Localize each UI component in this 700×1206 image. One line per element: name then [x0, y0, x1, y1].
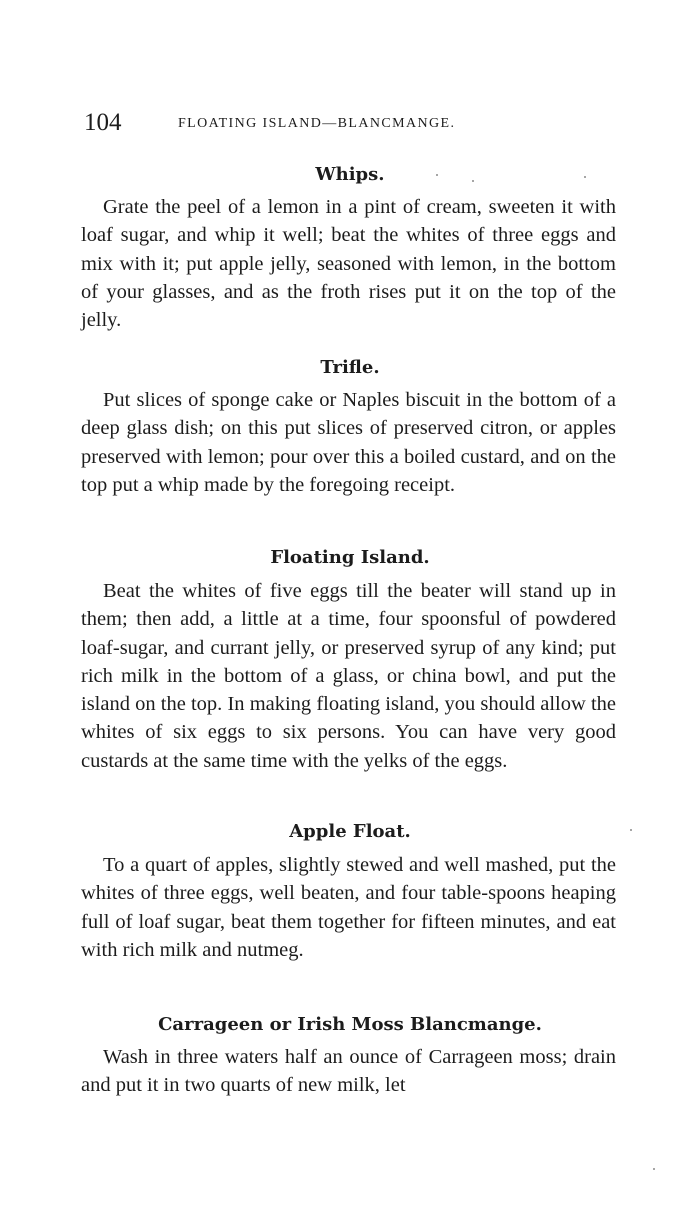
recipe-text-trifle: [81, 386, 616, 499]
print-speck: [584, 176, 586, 178]
recipe-text-carrageen-blancmange: [81, 1043, 616, 1100]
recipe-text-whips: [81, 193, 616, 334]
running-title: FLOATING ISLAND—BLANCMANGE.: [178, 116, 456, 131]
page-number: 104: [84, 109, 122, 136]
recipe-heading-carrageen-blancmange: Carrageen or Irish Moss Blancmange.: [158, 1014, 542, 1035]
print-speck: [630, 829, 632, 831]
recipe-heading-trifle: Trifle.: [320, 357, 380, 378]
running-head: [84, 108, 616, 138]
recipe-body: Put slices of sponge cake or Naples biscuit in the bottom of a deep glass dish; on this put slices of preserved citron, or apples preserved with lemon; pour over this a boiled custard, and on the top put a whip made by the foregoing receipt.: [81, 389, 616, 496]
recipe-body: Beat the whites of five eggs till the beater will stand up in them; then add, a little at a time, four spoonsful of powdered loaf-sugar, and currant jelly, or preserved syrup of any kind; put rich milk in the bottom of a glass, or china bowl, and put the island on the top. In making floating island, you should allow the whites of six eggs to six persons. You can have very good custards at the same time with the yelks of the eggs.: [81, 580, 616, 772]
recipe-heading-whips: Whips.: [315, 164, 385, 185]
recipe-text-apple-float: [81, 851, 616, 964]
print-speck: [653, 1168, 655, 1170]
recipe-body: To a quart of apples, slightly stewed and well mashed, put the whites of three eggs, well beaten, and four table-spoons heaping full of loaf sugar, beat them together for fifteen minutes, and eat with rich milk and nutmeg.: [81, 854, 616, 961]
recipe-text-floating-island: [81, 577, 616, 775]
recipe-heading-floating-island: Floating Island.: [270, 547, 430, 568]
print-speck: [436, 174, 438, 176]
recipe-body: Wash in three waters half an ounce of Carrageen moss; drain and put it in two quarts of new milk, let: [81, 1046, 616, 1097]
recipe-heading-apple-float: Apple Float.: [289, 821, 411, 842]
recipe-body: Grate the peel of a lemon in a pint of cream, sweeten it with loaf sugar, and whip it well; beat the whites of three eggs and mix with it; put apple jelly, seasoned with lemon, in the bottom of your glasses, and as the froth rises put it on the top of the jelly.: [81, 196, 616, 332]
print-speck: [472, 180, 474, 182]
